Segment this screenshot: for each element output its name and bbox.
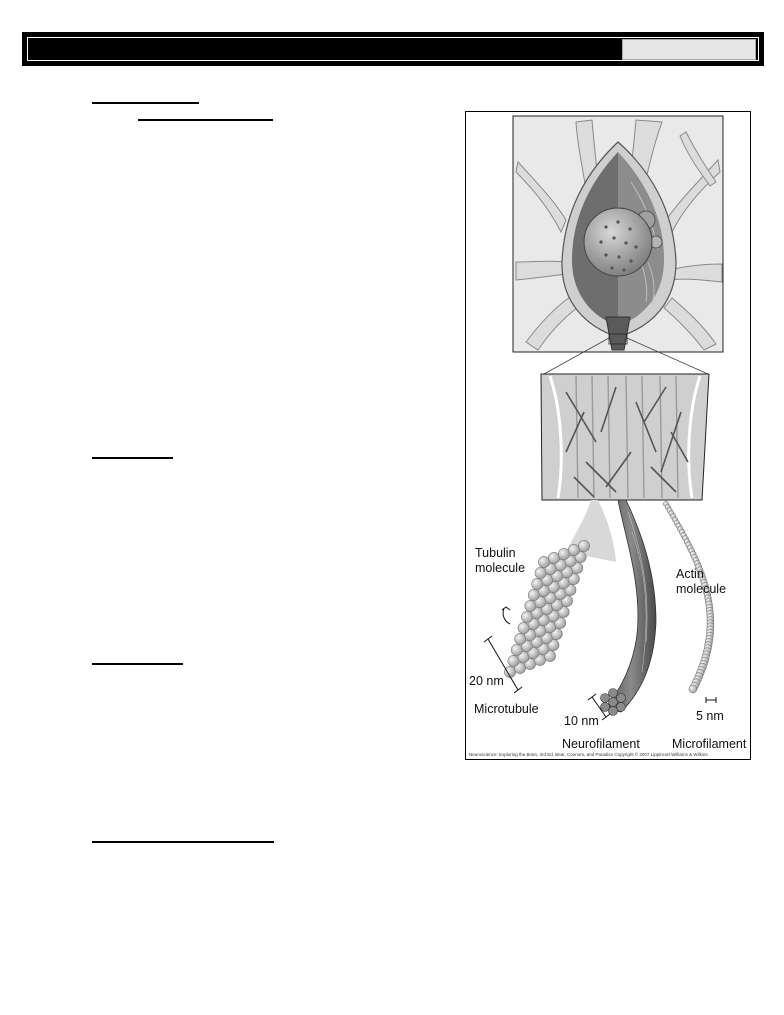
tubulin-molecule-label: Tubulin molecule (475, 546, 526, 575)
banner-tab-box (622, 39, 756, 60)
scale-20nm-label: 20 nm (469, 674, 504, 688)
heading-blank-1 (92, 102, 199, 104)
microfilament-label: Microfilament (672, 737, 747, 751)
cytoskeleton-figure (465, 111, 751, 760)
scale-5nm-label: 5 nm (696, 709, 724, 723)
subheading-blank-1 (138, 119, 273, 121)
microtubule-illustration (504, 500, 616, 678)
scale-10nm-label: 10 nm (564, 714, 599, 728)
neuron-cutaway-panel (513, 116, 723, 352)
microtubule-label: Microtubule (474, 702, 539, 716)
figure-credit: Neuroscience: Exploring the Brain, 3rd Ed, Bear, Connors, and Paradiso Copyright © 2007 Lippincott Williams & Wilkins (469, 752, 708, 757)
heading-blank-3 (92, 663, 183, 665)
axon-zoom-panel (541, 374, 709, 500)
microfilament-illustration (663, 501, 714, 693)
figure-illustration (466, 112, 752, 761)
neurofilament-label: Neurofilament (562, 737, 640, 751)
heading-blank-2 (92, 457, 173, 459)
actin-molecule-label: Actin molecule (676, 567, 727, 596)
heading-blank-4 (92, 841, 274, 843)
header-banner (22, 32, 764, 66)
